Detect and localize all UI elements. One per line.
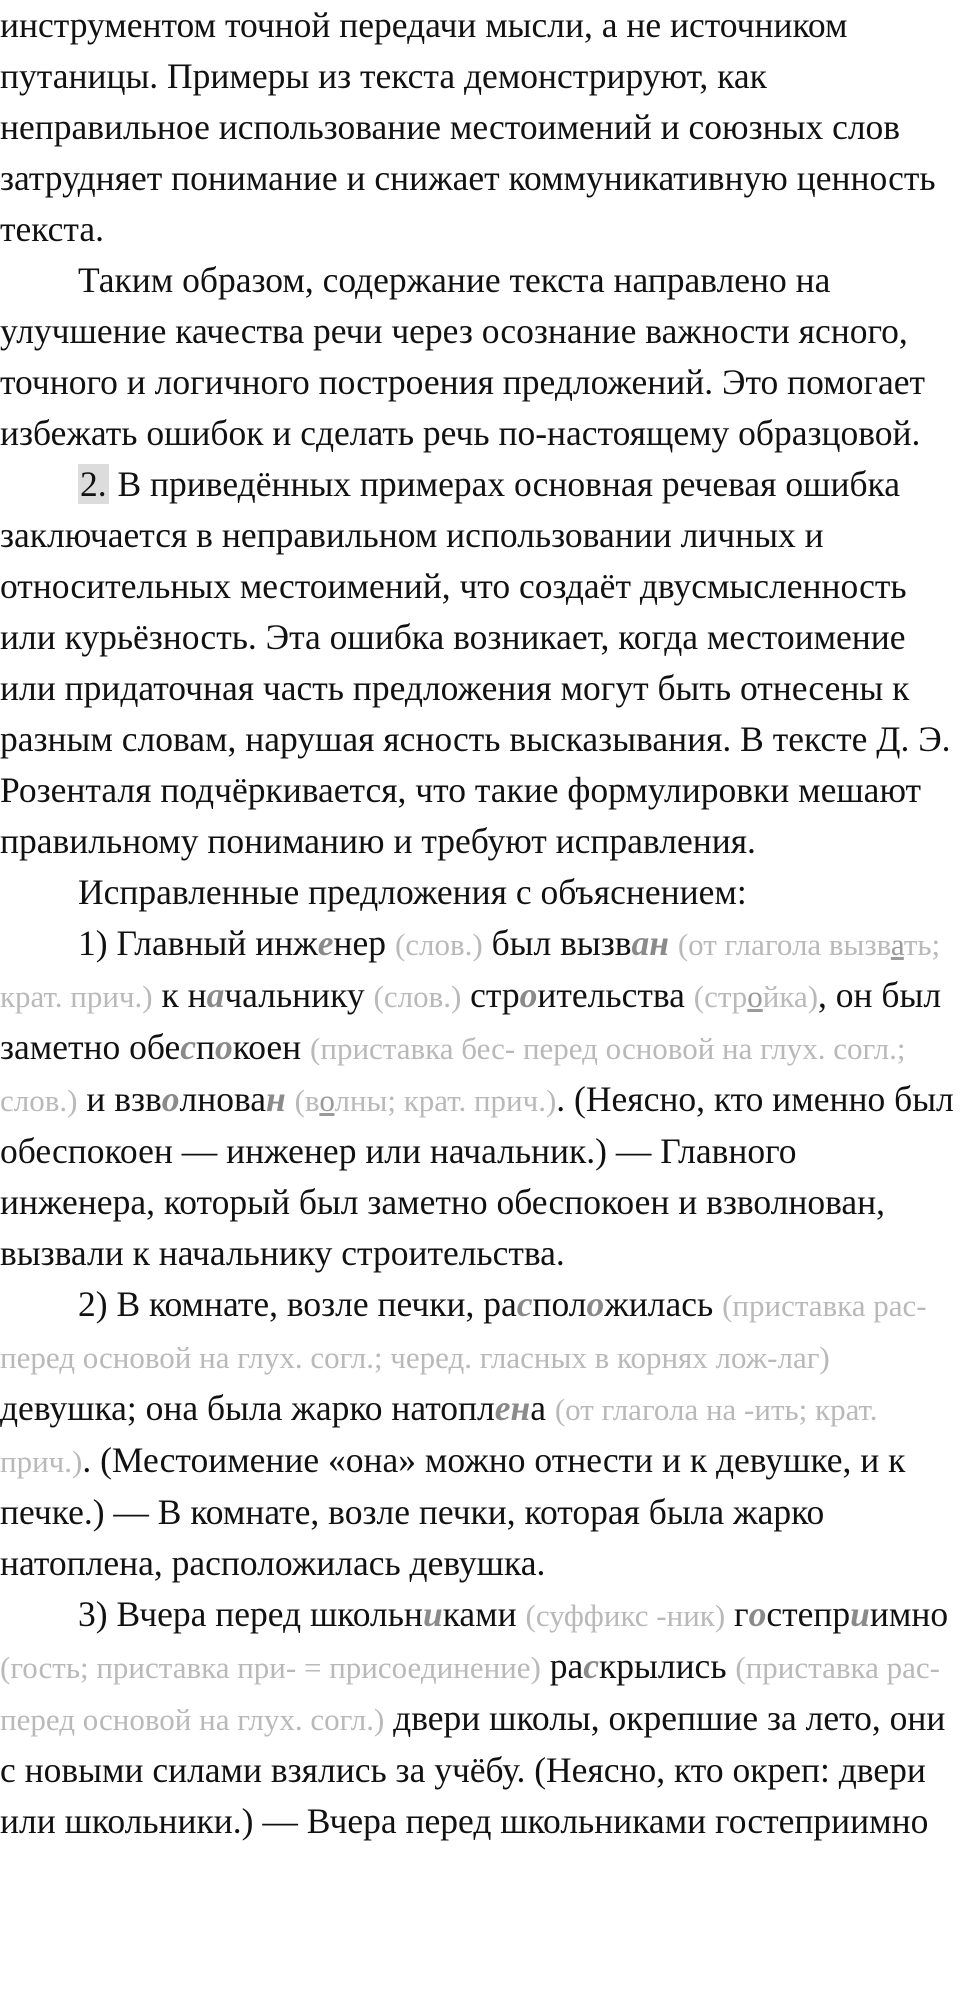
spelling-highlight: о <box>748 1594 767 1634</box>
text-run: к н <box>152 975 207 1015</box>
spelling-highlight: н <box>266 1079 286 1119</box>
text-run <box>669 923 678 963</box>
text-run: имно <box>869 1594 949 1634</box>
text-run: ительства <box>537 975 694 1015</box>
text-run <box>286 1079 295 1119</box>
spelling-highlight: о <box>586 1284 605 1324</box>
grammar-note: (слов.) <box>394 927 483 962</box>
text-run: был вызв <box>482 923 632 963</box>
note-text: (в <box>294 1083 320 1118</box>
text-run: коен <box>232 1027 311 1067</box>
spelling-highlight: с <box>516 1284 533 1324</box>
text-run: . (Неясно, кто именно был обеспокоен — инженер или начальник.) — Главного инженера, который был заметно обеспокоен и взволнован, вызвали к начальнику строительства. <box>0 1079 954 1273</box>
correction-item-1 <box>0 918 956 1279</box>
correction-item-2 <box>0 1279 956 1589</box>
grammar-note: (приставка рас- перед основой на глух. согл.; черед. гласных в корнях лож-лаг) <box>0 1288 927 1375</box>
grammar-note: (от глагола на -ить; крат. прич.) <box>0 1392 878 1479</box>
spelling-highlight: о <box>215 1027 233 1067</box>
spelling-highlight: с <box>583 1646 599 1686</box>
text-run: двери школы, окрепшие за лето, они с новыми силами взялись за учёбу. (Неясно, кто окреп: двери или школьники.) — Вчера перед школьниками гостеприимно <box>0 1698 946 1841</box>
grammar-note <box>694 979 818 1014</box>
text-run: г <box>725 1594 749 1634</box>
text-run: лнова <box>179 1079 267 1119</box>
text-run: стр <box>461 975 520 1015</box>
spelling-highlight: и <box>422 1594 443 1634</box>
spelling-highlight: о <box>519 975 538 1015</box>
text-run: жилась <box>604 1284 723 1324</box>
grammar-note: (слов.) <box>373 979 462 1014</box>
text-run: девушка; она была жарко натопл <box>0 1388 495 1428</box>
note-text: йка) <box>762 979 819 1014</box>
note-text: лны; крат. прич.) <box>334 1083 557 1118</box>
spelling-highlight: ан <box>631 923 669 963</box>
text-run: степр <box>766 1594 851 1634</box>
corrections-heading: Исправленные предложения с объяснением: <box>78 872 747 912</box>
text-run: 2) В комнате, возле печки, ра <box>78 1284 517 1324</box>
text-run: . (Местоимение «она» можно отнести и к девушке, и к печке.) — В комнате, возле печки, которая была жарко натоплена, расположилась девушка. <box>0 1440 906 1583</box>
grammar-note <box>295 1083 557 1118</box>
grammar-note: (суффикс -ник) <box>525 1598 726 1633</box>
task-2-paragraph <box>0 459 956 867</box>
stressed-vowel: а <box>890 927 904 962</box>
task-number-badge: 2. <box>80 464 107 504</box>
note-text: (от глагола вызв <box>677 927 891 962</box>
text-run: 3) Вчера перед школьн <box>78 1594 423 1634</box>
correction-item-3 <box>0 1589 956 1847</box>
intro-paragraph-2: Таким образом, содержание текста направлено на улучшение качества речи через осознание важности ясного, точного и логичного построения предложений. Это помогает избежать ошибок и сделать речь по-настоящему образцовой. <box>0 260 926 453</box>
text-run: чальнику <box>224 975 374 1015</box>
grammar-note: (приставка бес- перед основой на глух. согл.; слов.) <box>0 1031 906 1118</box>
text-run: ками <box>442 1594 526 1634</box>
task-2-text: В приведённых примерах основная речевая ошибка заключается в неправильном использовании личных и относительных местоимений, что создаёт двусмысленность или курьёзность. Эта ошибка возникает, когда местоимение или придаточная часть предложения могут быть отнесены к разным словам, нарушая ясность высказывания. В тексте Д. Э. Розенталя подчёркивается, что такие формулировки мешают правильному пониманию и требуют исправления. <box>0 464 951 861</box>
text-run: и взв <box>77 1079 162 1119</box>
intro-paragraph-1: инструментом точной передачи мысли, а не источником путаницы. Примеры из текста демонстрируют, как неправильное использование местоимений и союзных слов затрудняет понимание и снижает коммуникативную ценность текста. <box>0 5 936 249</box>
text-run: ра <box>540 1646 584 1686</box>
stressed-vowel: о <box>319 1083 335 1118</box>
text-run: пол <box>532 1284 587 1324</box>
spelling-highlight: е <box>317 923 334 963</box>
grammar-note: (гость; приставка при- = присоединение) <box>0 1650 541 1685</box>
text-run: крылись <box>599 1646 736 1686</box>
spelling-highlight: и <box>850 1594 870 1634</box>
stressed-vowel: о <box>747 979 763 1014</box>
note-text: (стр <box>693 979 748 1014</box>
text-run: нер <box>333 923 395 963</box>
text-run: , он был заметно обе <box>0 975 942 1067</box>
text-run: 1) Главный инж <box>78 923 318 963</box>
note-text: ть; крат. прич.) <box>0 927 941 1014</box>
text-run: п <box>196 1027 216 1067</box>
grammar-note: (приставка рас- перед основой на глух. согл.) <box>0 1650 940 1737</box>
spelling-highlight: с <box>180 1027 197 1067</box>
spelling-highlight: о <box>161 1079 180 1119</box>
text-run: а <box>530 1388 555 1428</box>
spelling-highlight: а <box>206 975 225 1015</box>
spelling-highlight: ен <box>494 1388 531 1428</box>
